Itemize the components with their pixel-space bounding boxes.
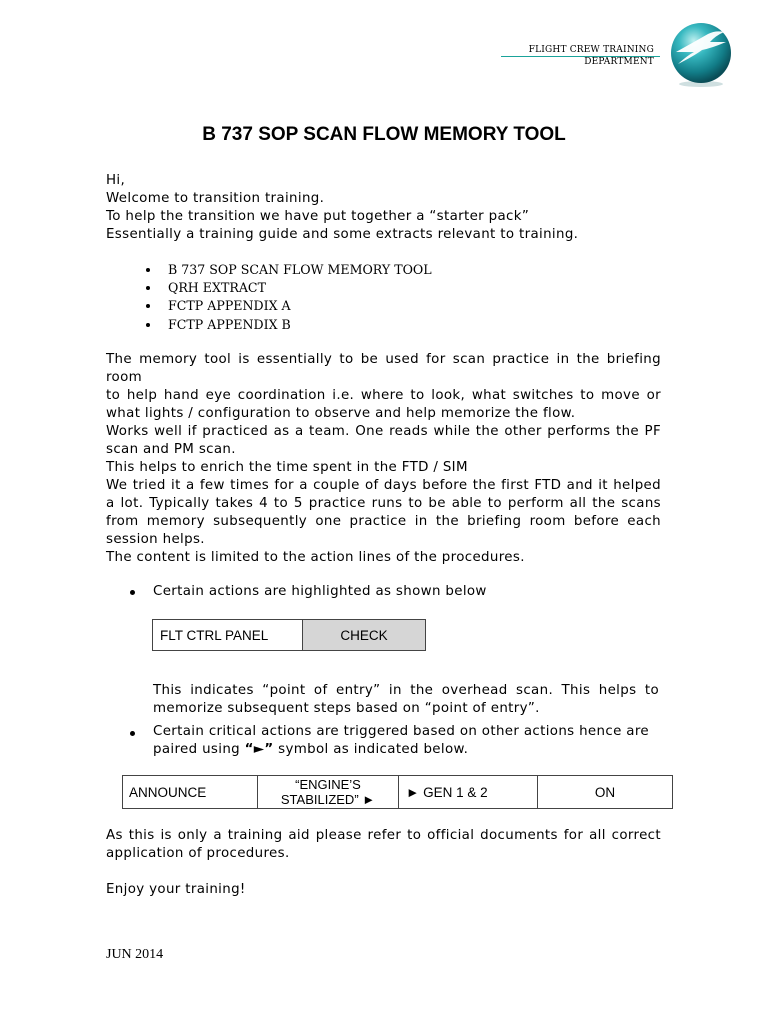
- department-line-1: FLIGHT CREW TRAINING: [528, 45, 654, 55]
- callout-line-1: “ENGINE’S: [295, 777, 361, 792]
- department-line-2: DEPARTMENT: [584, 57, 654, 67]
- body-paragraph: The memory tool is essentially to be used for scan practice in the briefing room: [106, 352, 661, 385]
- intro-section: [106, 172, 661, 244]
- disclaimer-text: As this is only a training aid please refer to official documents for all correct application of procedures.: [106, 828, 661, 861]
- note-text: This indicates “point of entry” in the overhead scan. This helps to memorize subsequent steps based on “point of entry”.: [153, 683, 659, 716]
- body-paragraph: This helps to enrich the time spent in the FTD / SIM: [106, 460, 468, 475]
- list-item: B 737 SOP SCAN FLOW MEMORY TOOL: [145, 261, 432, 279]
- intro-line: Hi,: [106, 173, 126, 188]
- table-cell-action: CHECK: [303, 620, 426, 651]
- table-cell-announce: ANNOUNCE: [123, 776, 258, 809]
- body-paragraph: We tried it a few times for a couple of days before the first FTD and it helped a lot. Typically takes 4 to 5 practice runs to be able to perform all the scans from memory subsequently one practice in the briefing room before each session helps.: [106, 478, 661, 547]
- bird-globe-logo-icon: [668, 22, 734, 88]
- body-paragraph: Works well if practiced as a team. One reads while the other performs the PF scan and PM scan.: [106, 424, 661, 457]
- list-item: QRH EXTRACT: [145, 279, 432, 297]
- document-title: B 737 SOP SCAN FLOW MEMORY TOOL: [202, 124, 566, 145]
- paired-text-start: Certain critical actions are triggered based on other actions hence are paired using: [153, 724, 649, 757]
- example-paired-table: [122, 775, 673, 809]
- example-highlight-table: [152, 619, 426, 651]
- table-row: [123, 776, 673, 809]
- table-cell-item: ► GEN 1 & 2: [399, 776, 538, 809]
- highlight-note: [153, 669, 659, 731]
- list-item: FCTP APPENDIX B: [145, 316, 432, 334]
- closing-line: Enjoy your training!: [106, 882, 246, 897]
- intro-line: Essentially a training guide and some extracts relevant to training.: [106, 227, 579, 242]
- header-divider: [501, 56, 660, 57]
- paired-text-end: symbol as indicated below.: [273, 741, 469, 757]
- bullet-dot: [130, 590, 135, 595]
- callout-line-2: STABILIZED” ►: [280, 792, 376, 807]
- table-cell-callout: [258, 776, 399, 809]
- body-paragraph: to help hand eye coordination i.e. where to look, what switches to move or what lights / configuration to observe and help memorize the flow.: [106, 388, 661, 421]
- highlight-bullet-text: Certain actions are highlighted as shown below: [153, 584, 487, 599]
- intro-line: Welcome to transition training.: [106, 191, 325, 206]
- starter-pack-list: [145, 261, 432, 334]
- table-cell-item: FLT CTRL PANEL: [153, 620, 303, 651]
- footer-date: JUN 2014: [106, 947, 164, 962]
- usage-section: [106, 351, 661, 567]
- pair-symbol: “►”: [244, 741, 274, 757]
- body-paragraph: The content is limited to the action lines of the procedures.: [106, 550, 525, 565]
- bullet-dot: [130, 731, 135, 736]
- list-item: FCTP APPENDIX A: [145, 297, 432, 315]
- disclaimer: [106, 827, 661, 863]
- table-row: [153, 620, 426, 651]
- table-cell-action: ON: [538, 776, 673, 809]
- paired-bullet-text: [153, 723, 659, 758]
- intro-line: To help the transition we have put together a “starter pack”: [106, 209, 530, 224]
